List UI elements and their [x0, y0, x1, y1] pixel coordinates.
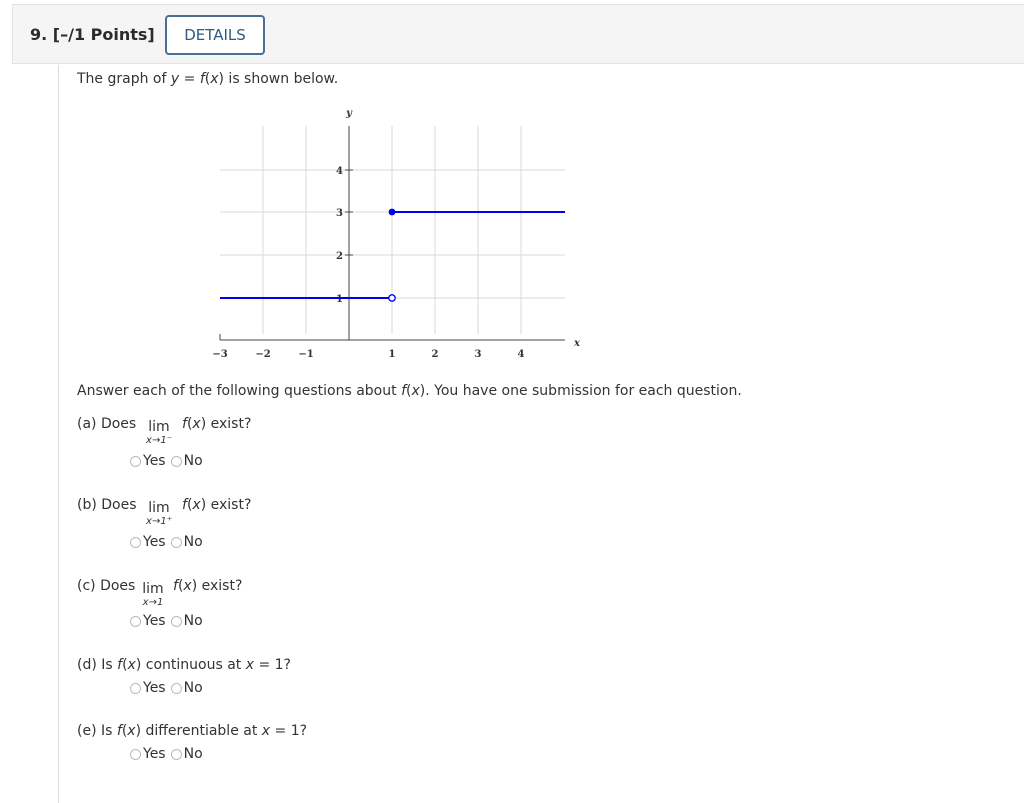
- question-c-expression: f(x) exist?: [173, 578, 243, 594]
- y-tick-label: 1: [336, 294, 343, 305]
- question-b-limit: lim x→1⁺: [146, 500, 172, 527]
- question-e-text: (e) Is f(x) differentiable at x = 1?: [77, 723, 308, 739]
- x-tick-label: 2: [431, 349, 439, 360]
- closed-point: [389, 209, 396, 216]
- x-tick-label: 1: [388, 349, 396, 360]
- option-no-label: No: [183, 746, 203, 762]
- radio-yes[interactable]: [130, 683, 141, 694]
- question-c-limit: lim x→1: [142, 581, 164, 608]
- x-tick-label: 3: [474, 349, 482, 360]
- option-no-label: No: [183, 680, 203, 696]
- question-c-label: (c) Does: [77, 578, 136, 594]
- question-b-options: [130, 534, 203, 550]
- open-point: [389, 295, 395, 301]
- option-yes-label: Yes: [143, 453, 166, 469]
- option-no-label: No: [183, 613, 203, 629]
- y-tick-label: 3: [336, 208, 343, 219]
- y-tick-label: 4: [336, 166, 343, 177]
- radio-no[interactable]: [171, 537, 182, 548]
- question-a-options: [130, 453, 203, 469]
- question-header: [12, 4, 1024, 64]
- option-no-label: No: [183, 453, 203, 469]
- option-yes-label: Yes: [143, 534, 166, 550]
- option-no-label: No: [183, 534, 203, 550]
- x-tick-label: −3: [212, 349, 228, 360]
- y-axis-label: y: [346, 108, 352, 119]
- question-c-options: [130, 613, 203, 629]
- question-a-label: (a) Does: [77, 416, 137, 432]
- radio-yes[interactable]: [130, 749, 141, 760]
- y-tick-label: 2: [336, 251, 343, 262]
- option-yes-label: Yes: [143, 613, 166, 629]
- question-b-label: (b) Does: [77, 497, 137, 513]
- radio-no[interactable]: [171, 749, 182, 760]
- intro-text: The graph of y = f(x) is shown below.: [77, 71, 339, 87]
- details-button[interactable]: DETAILS: [165, 15, 265, 55]
- x-tick-label: −2: [255, 349, 271, 360]
- question-a-expression: f(x) exist?: [182, 416, 252, 432]
- question-title: 9. [–/1 Points]: [30, 25, 155, 44]
- question-b-expression: f(x) exist?: [182, 497, 252, 513]
- option-yes-label: Yes: [143, 680, 166, 696]
- question-d-text: (d) Is f(x) continuous at x = 1?: [77, 657, 291, 673]
- content-left-border: [58, 65, 59, 803]
- x-axis-label: x: [574, 338, 580, 349]
- radio-no[interactable]: [171, 616, 182, 627]
- radio-yes[interactable]: [130, 456, 141, 467]
- radio-no[interactable]: [171, 456, 182, 467]
- question-d-options: [130, 680, 203, 696]
- question-e-options: [130, 746, 203, 762]
- instructions-text: Answer each of the following questions about f(x). You have one submission for each question.: [77, 383, 742, 399]
- question-a-limit: lim x→1⁻: [146, 419, 172, 446]
- function-graph: [205, 102, 585, 362]
- x-tick-label: 4: [517, 349, 525, 360]
- x-tick-label: −1: [298, 349, 314, 360]
- option-yes-label: Yes: [143, 746, 166, 762]
- radio-yes[interactable]: [130, 616, 141, 627]
- radio-yes[interactable]: [130, 537, 141, 548]
- radio-no[interactable]: [171, 683, 182, 694]
